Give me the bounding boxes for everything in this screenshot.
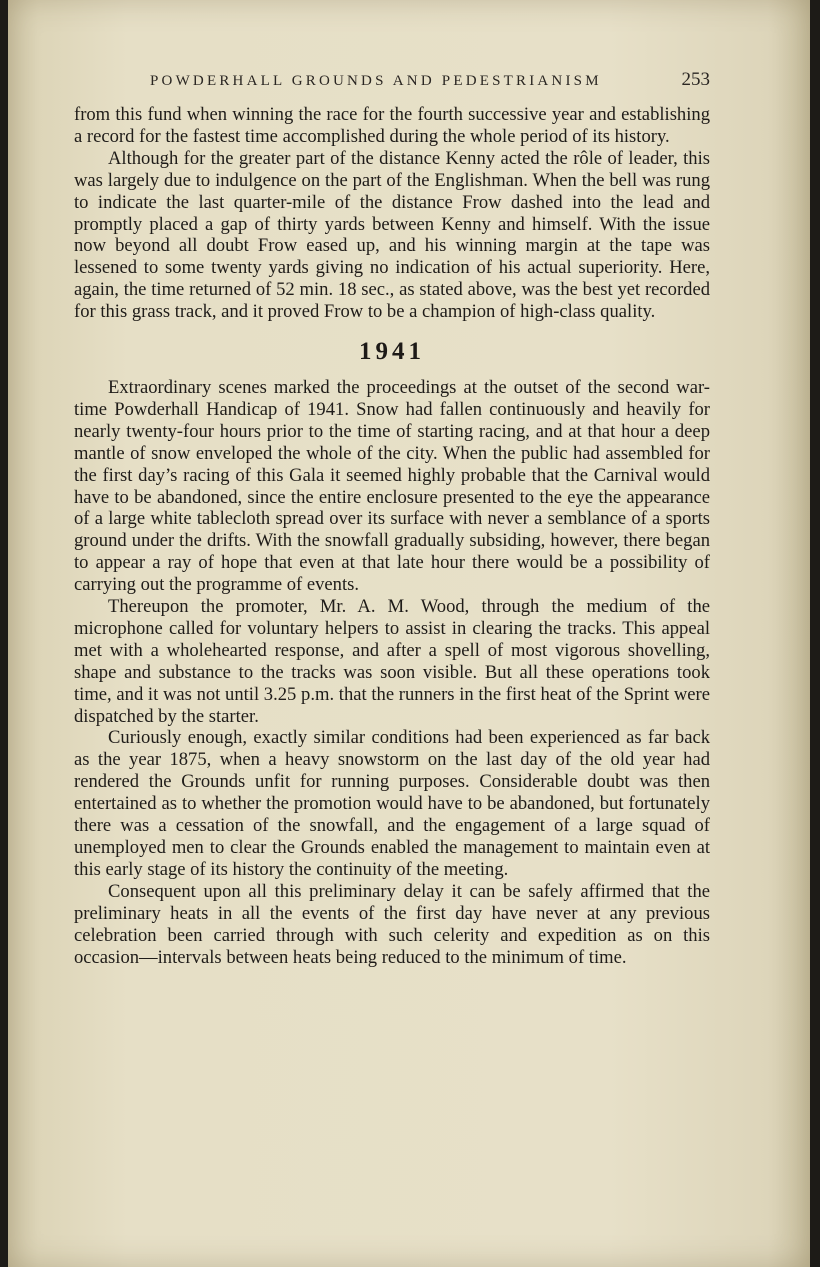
paragraph-continued: from this fund when winning the race for the fourth successive year and establishing a record for the fastest time accomplished during the whole period of its history.	[74, 104, 710, 147]
page-body	[74, 104, 710, 968]
running-head: POWDERHALL GROUNDS AND PEDESTRIANISM	[150, 73, 602, 89]
paragraph: Consequent upon all this preliminary delay it can be safely affirmed that the preliminary heats in all the events of the first day have never at any previous celebration been carried through with such celerity and expedition as on this occasion—intervals between heats being reduced to the minimum of time.	[74, 880, 710, 968]
page-number: 253	[681, 69, 710, 90]
paragraph: Although for the greater part of the distance Kenny acted the rôle of leader, this was largely due to indulgence on the part of the Englishman. When the bell was rung to indicate the last quarter-mile of the distance Frow dashed into the lead and promptly placed a gap of thirty yards between Kenny and himself. With the issue now beyond all doubt Frow eased up, and his winning margin at the tape was lessened to some twenty yards giving no indication of his actual superiority. Here, again, the time returned of 52 min. 18 sec., as stated above, was the best yet recorded for this grass track, and it proved Frow to be a champion of high-class quality.	[74, 147, 710, 323]
section-heading: 1941	[359, 338, 425, 366]
paragraph: Curiously enough, exactly similar conditions had been experienced as far back as the year 1875, when a heavy snowstorm on the last day of the old year had rendered the Grounds unfit for running purposes. Considerable doubt was then entertained as to whether the promotion would have to be abandoned, but fortunately there was a cessation of the snowfall, and the engagement of a large squad of unemployed men to clear the Grounds enabled the management to maintain even at this early stage of its history the continuity of the meeting.	[74, 727, 710, 880]
book-page	[8, 0, 810, 1267]
paragraph: Extraordinary scenes marked the proceedings at the outset of the second war-time Powderhall Handicap of 1941. Snow had fallen continuously and heavily for nearly twenty-four hours prior to the time of starting racing, and at that hour a deep mantle of snow enveloped the whole of the city. When the public had assembled for the first day’s racing of this Gala it seemed highly probable that the Carnival would have to be abandoned, since the entire enclosure presented to the eye the appearance of a large white tablecloth spread over its surface with never a semblance of a sports ground under the drifts. With the snowfall gradually subsiding, however, there began to appear a ray of hope that even at that late hour there would be a possibility of carrying out the programme of events.	[74, 376, 710, 596]
paragraph: Thereupon the promoter, Mr. A. M. Wood, through the medium of the microphone called for voluntary helpers to assist in clearing the tracks. This appeal met with a wholehearted response, and after a spell of most vigorous shovelling, shape and substance to the tracks was soon visible. But all these operations took time, and it was not until 3.25 p.m. that the runners in the first heat of the Sprint were dispatched by the starter.	[74, 596, 710, 727]
